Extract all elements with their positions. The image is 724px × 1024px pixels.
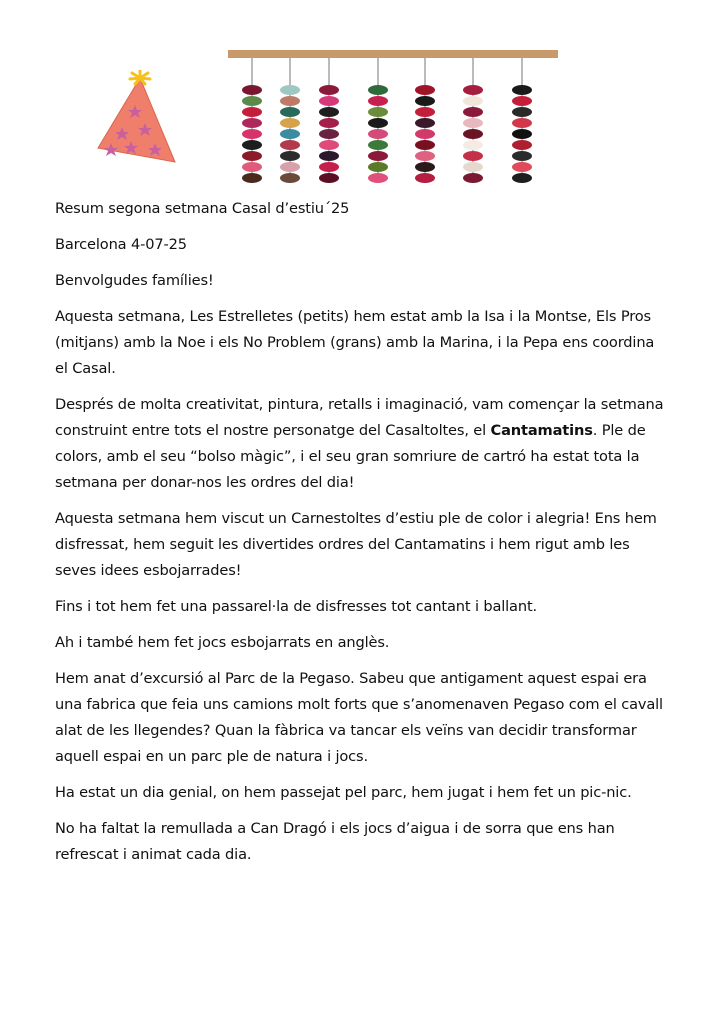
- felt-ball: [319, 162, 339, 172]
- felt-ball: [280, 118, 300, 128]
- paragraph-picnic: Ha estat un dia genial, on hem passejat pel parc, hem jugat i hem fet un pic-nic.: [55, 784, 632, 801]
- paragraph-english-games: Ah i també hem fet jocs esbojarrats en anglès.: [55, 634, 390, 651]
- felt-ball: [242, 140, 262, 150]
- felt-ball: [319, 151, 339, 161]
- felt-ball: [280, 85, 300, 95]
- felt-ball: [242, 107, 262, 117]
- felt-ball: [415, 107, 435, 117]
- paragraph-cantamatins-end: . Ple de colors, amb el seu “bolso màgic”, i el seu gran somriure de cartró ha estat tota la setmana per donar-nos les ordres del dia!: [55, 422, 646, 491]
- felt-ball: [319, 140, 339, 150]
- felt-ball: [463, 107, 483, 117]
- felt-ball: [512, 140, 532, 150]
- felt-ball: [242, 173, 262, 183]
- felt-ball: [280, 173, 300, 183]
- letter-date: Barcelona 4-07-25: [55, 236, 187, 253]
- felt-ball: [415, 129, 435, 139]
- felt-ball: [463, 173, 483, 183]
- felt-ball: [415, 96, 435, 106]
- felt-ball: [463, 140, 483, 150]
- felt-ball: [319, 107, 339, 117]
- cantamatins-name: Cantamatins: [490, 422, 593, 439]
- felt-ball: [280, 129, 300, 139]
- felt-ball: [368, 118, 388, 128]
- felt-ball: [242, 96, 262, 106]
- felt-ball: [368, 85, 388, 95]
- felt-ball: [415, 140, 435, 150]
- felt-ball: [463, 162, 483, 172]
- felt-ball: [319, 129, 339, 139]
- garland-rod: [228, 50, 558, 58]
- felt-ball: [415, 118, 435, 128]
- felt-ball: [415, 162, 435, 172]
- felt-ball: [512, 118, 532, 128]
- paragraph-excursion: Hem anat d’excursió al Parc de la Pegaso. Sabeu que antigament aquest espai era una fabrica que feia uns camions molt forts que s’anomenaven Pegaso com el cavall alat de les llegendes? Quan la fàbrica va tancar els veïns van decidir transformar aquell espai en un parc ple de natura i jocs.: [55, 670, 663, 765]
- felt-ball: [512, 96, 532, 106]
- paragraph-carnestoltes: Aquesta setmana hem viscut un Carnestoltes d’estiu ple de color i alegria! Ens hem disfressat, hem seguit les divertides ordres del Cantamatins i hem rigut amb les seves idees esbojarrades!: [55, 510, 657, 579]
- felt-ball: [512, 151, 532, 161]
- paragraph-cantamatins: [55, 392, 670, 496]
- felt-ball: [280, 162, 300, 172]
- paragraph-passarela: Fins i tot hem fet una passarel·la de disfresses tot cantant i ballant.: [55, 598, 538, 615]
- felt-ball: [463, 85, 483, 95]
- felt-ball: [368, 140, 388, 150]
- garland-strand: [368, 58, 388, 183]
- felt-ball: [319, 85, 339, 95]
- felt-ball: [415, 151, 435, 161]
- felt-ball: [368, 107, 388, 117]
- felt-ball: [415, 173, 435, 183]
- felt-ball: [463, 96, 483, 106]
- garland-strand: [463, 58, 483, 183]
- paragraph-water-games: No ha faltat la remullada a Can Dragó i els jocs d’aigua i de sorra que ens han refrescat i animat cada dia.: [55, 820, 615, 863]
- letter-body: [55, 196, 670, 878]
- felt-ball: [512, 162, 532, 172]
- felt-ball: [368, 151, 388, 161]
- felt-ball: [368, 96, 388, 106]
- felt-ball: [512, 85, 532, 95]
- felt-ball: [463, 151, 483, 161]
- letter-greeting: Benvolgudes famílies!: [55, 272, 214, 289]
- felt-ball: [280, 107, 300, 117]
- garland-strand: [280, 58, 300, 183]
- felt-ball: [280, 151, 300, 161]
- felt-ball: [512, 107, 532, 117]
- paragraph-cantamatins-start: Després de molta creativitat, pintura, retalls i imaginació, vam començar la setmana construint entre tots el nostre personatge del Casaltoltes, el: [55, 396, 664, 439]
- felt-ball: [368, 162, 388, 172]
- garland-strand: [319, 58, 339, 183]
- felt-ball: [463, 129, 483, 139]
- garland-strand: [415, 58, 435, 183]
- felt-ball: [319, 118, 339, 128]
- felt-ball: [415, 85, 435, 95]
- letter-title: Resum segona setmana Casal d’estiu´25: [55, 200, 350, 217]
- felt-ball: [242, 118, 262, 128]
- felt-ball: [280, 96, 300, 106]
- felt-ball: [242, 85, 262, 95]
- felt-ball: [242, 162, 262, 172]
- felt-ball: [463, 118, 483, 128]
- party-hat-icon: [95, 70, 185, 170]
- garland-strand: [512, 58, 532, 183]
- felt-ball: [368, 129, 388, 139]
- felt-ball: [280, 140, 300, 150]
- felt-ball: [319, 96, 339, 106]
- felt-ball: [242, 129, 262, 139]
- felt-ball: [242, 151, 262, 161]
- felt-ball-garland-icon: [228, 50, 558, 184]
- felt-ball: [512, 129, 532, 139]
- garland-strand: [242, 58, 262, 183]
- paragraph-groups: Aquesta setmana, Les Estrelletes (petits) hem estat amb la Isa i la Montse, Els Pros (mitjans) amb la Noe i els No Problem (grans) amb la Marina, i la Pepa ens coordina el Casal.: [55, 308, 655, 377]
- felt-ball: [512, 173, 532, 183]
- felt-ball: [319, 173, 339, 183]
- felt-ball: [368, 173, 388, 183]
